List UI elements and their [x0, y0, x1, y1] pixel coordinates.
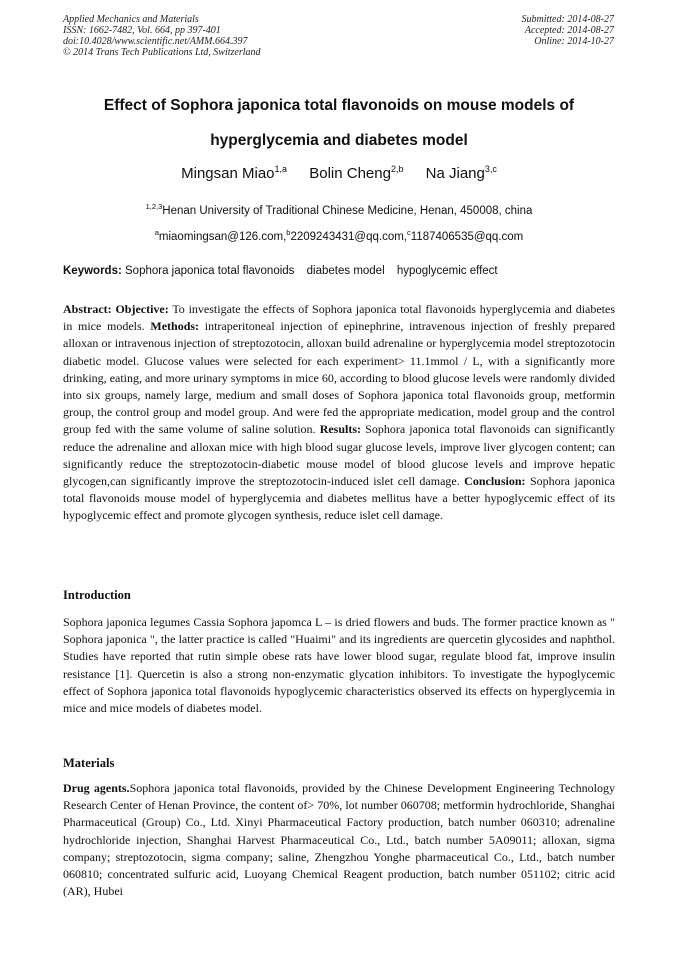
abstract [63, 301, 615, 525]
author: Na Jiang$^{3,c}$ [425, 164, 497, 182]
submitted-date: Submitted: 2014-08-27 [521, 14, 614, 25]
doi: doi:10.4028/www.scientific.net/AMM.664.397 [63, 36, 248, 47]
methods-text: intraperitoneal injection of epinephrine, intravenous injection of freshly prepared alloxan or intravenous injection of streptozotocin, alloxan build adrenaline or hyperglycemia model streptozotocin diabetic model. Glucose values were selected for each experiment> 11.1mmol / L, with a significantly more drinking, eating, and more urinary symptoms in mice 60, according to blood glucose levels were randomly divided into six groups, namely large, medium and small doses of Sophora japonica total flavonoids group, metformin group, the control group and model group. And were fed the appropriate medication, model group and the control group fed with the same volume of saline solution. [63, 319, 616, 437]
keywords [63, 265, 615, 277]
publication-dates [522, 14, 615, 47]
title-line-1: Effect of Sophora japonica total flavonoids on mouse models of [103, 97, 575, 114]
paper-title [40, 88, 638, 158]
drug-agents-text: Sophora japonica total flavonoids, provided by the Chinese Development Engineering Technology Research Center of Henan Province, the content of> 70%, lot number 060708; metformin hydrochloride, Shanghai Pharmaceutical (Group) Co., Ltd. Xinyi Pharmaceutical Factory production, batch number 060310; adrenaline hydrochloride injection, Shanghai Harvest Pharmaceutical Co., Ltd., batch number 5A09011; alloxan, sigma company; streptozotocin, sigma company; saline, Zhengzhou Yonghe pharmaceutical Co., Ltd., batch number 060810; concentrated sulfuric acid, Luoyang Chemical Reagent production, batch number 051102; citric acid (AR), Hubei [63, 781, 615, 899]
materials-heading: Materials [63, 756, 115, 770]
methods-label: Methods: [150, 319, 200, 334]
author: Mingsan Miao$^{1,a}$ [181, 164, 288, 182]
title-line-2: hyperglycemia and diabetes model [210, 132, 468, 149]
abstract-label: Abstract: [63, 302, 112, 316]
accepted-date: Accepted: 2014-08-27 [524, 25, 614, 36]
keywords-label: Keywords: [63, 265, 122, 277]
journal-info [63, 14, 261, 58]
copyright: © 2014 Trans Tech Publications Ltd, Switzerland [63, 47, 261, 58]
author-emails: $^a$miaomingsan@126.com,$^b$2209243431@qq.com,$^c$1187406535@qq.com [154, 228, 524, 243]
results-label: Results: [319, 422, 362, 437]
introduction-text: Sophora japonica legumes Cassia Sophora japomca L – is dried flowers and buds. The former practice known as " Sophora japonica ", the latter practice is called "Huaimi" and its ingredients are quercetin glycosides and naphthol. Studies have reported that rutin simple obese rats have lower blood sugar, regulate blood fat, improve insulin resistance [1]. Quercetin is also a strong non-enzymatic glycation inhibitors. To investigate the hypoglycemic effect of Sophora japonica total flavonoids hypoglycemic characteristics observed its effects on hyperglycemia in mice and mice models of diabetes model. [63, 615, 615, 716]
results-text: Sophora japonica total flavonoids can significantly reduce the adrenaline and alloxan mice with high blood sugar glucose levels, improve liver glycogen content; can significantly reduce the streptozotocin-diabetic mouse model of blood glucose levels and improve hepatic glycogen,can significantly improve the streptozotocin-induced islet cell damage. [63, 422, 616, 489]
issn: ISSN: 1662-7482, Vol. 664, pp 397-401 [63, 25, 221, 36]
journal-name: Applied Mechanics and Materials [63, 14, 199, 25]
online-date: Online: 2014-10-27 [534, 36, 614, 47]
affiliation: $^{1,2,3}$Henan University of Traditional Chinese Medicine, Henan, 450008, china [145, 202, 533, 217]
keyword: diabetes model [306, 265, 385, 277]
author: Bolin Cheng$^{2,b}$ [309, 164, 404, 182]
objective-text: To investigate the effects of Sophora japonica total flavonoids hyperglycemia and diabetes in mice models. [63, 302, 616, 334]
objective-label: Objective: [115, 302, 169, 316]
email: miaomingsan@126.com, [158, 230, 287, 243]
drug-agents-label: Drug agents. [63, 781, 130, 795]
author-list [40, 164, 638, 182]
conclusion-text: Sophora japonica total flavonoids mouse model of hyperglycemia and diabetes mellitus have a better hypoglycemic effect of its hypoglycemic effect and promote glycogen synthesis, reduce islet cell damage. [63, 474, 616, 523]
keyword: hypoglycemic effect [396, 265, 498, 277]
email: 1187406535@qq.com [410, 230, 524, 243]
materials-text [63, 780, 615, 900]
conclusion-label: Conclusion: [464, 474, 526, 489]
introduction-heading: Introduction [63, 588, 131, 602]
email: 2209243431@qq.com, [290, 230, 407, 243]
keyword: Sophora japonica total flavonoids [125, 265, 295, 277]
